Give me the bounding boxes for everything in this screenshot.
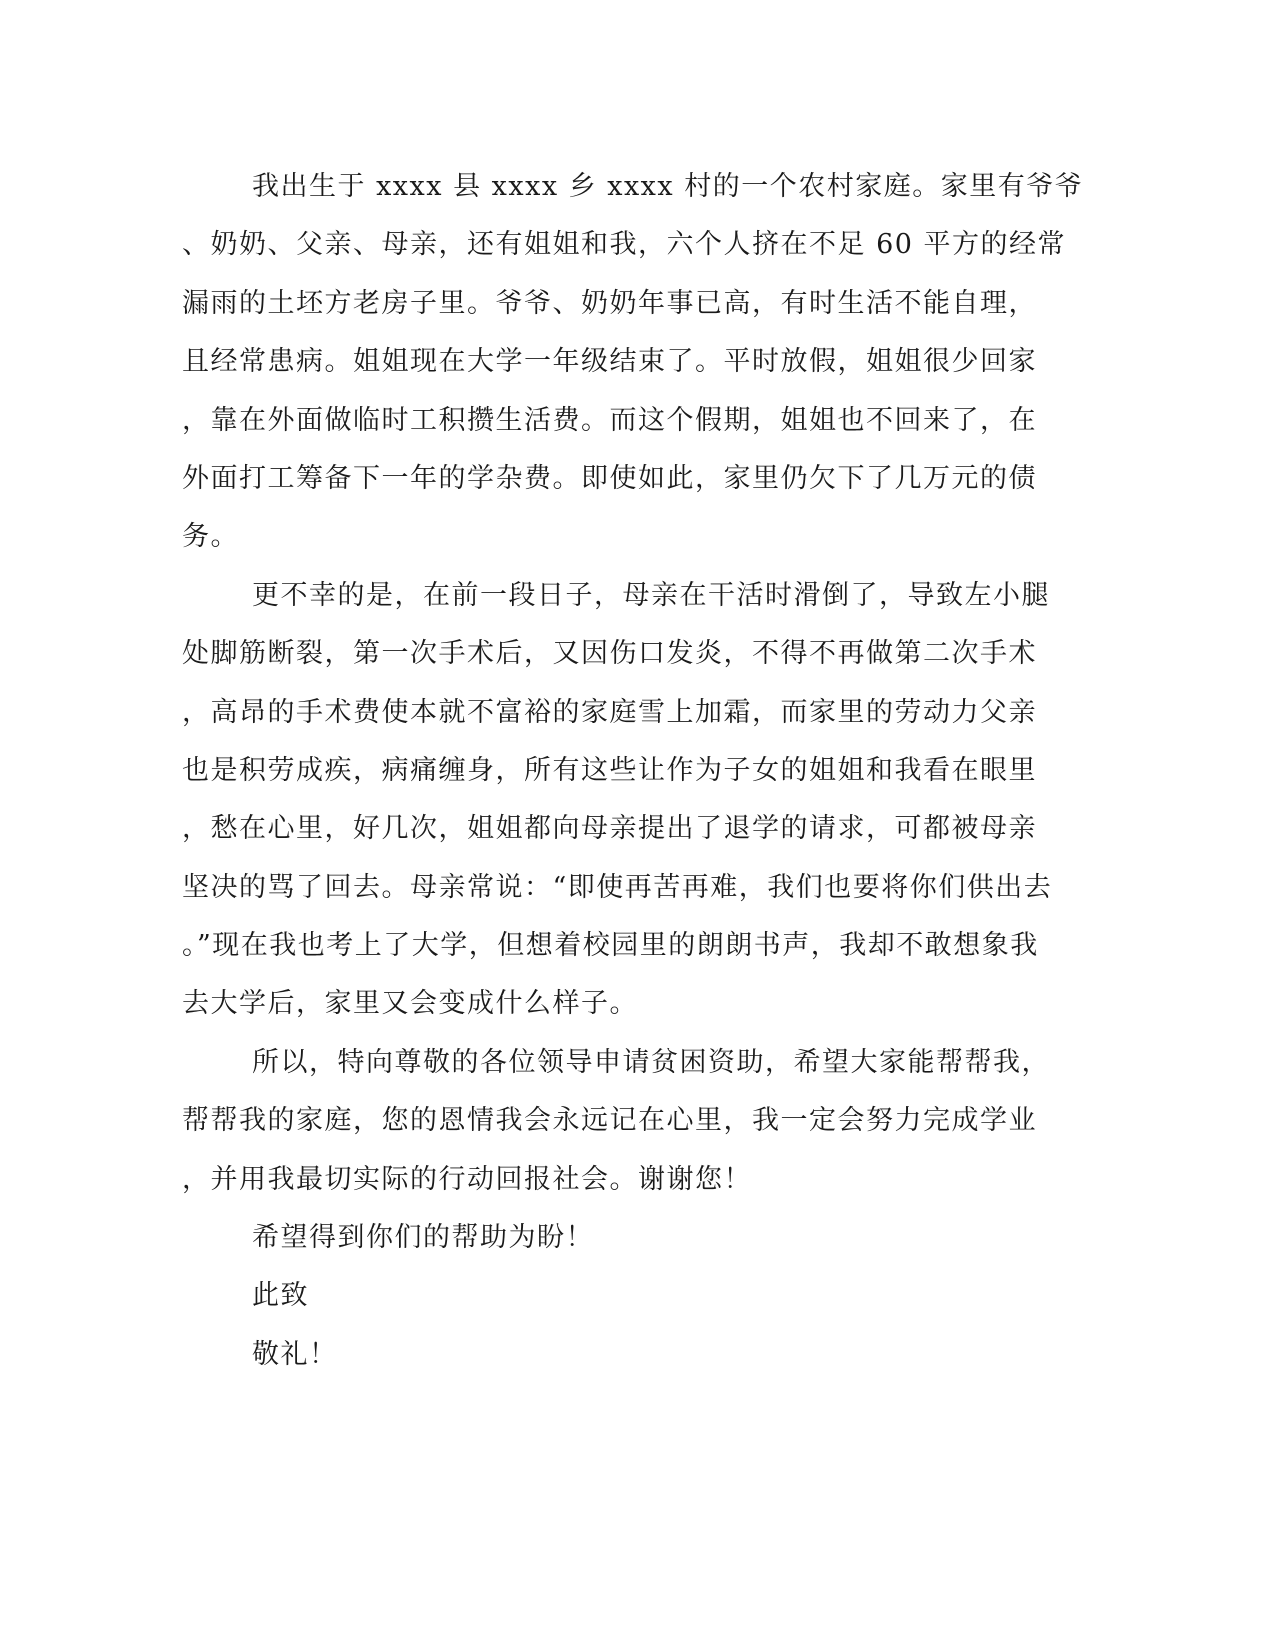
text-line: 更不幸的是，在前一段日子，母亲在干活时滑倒了，导致左小腿 (252, 579, 1050, 611)
text-line: 。”现在我也考上了大学，但想着校园里的朗朗书声，我却不敢想象我 (182, 930, 1039, 962)
text-line: 、奶奶、父亲、母亲，还有姐姐和我，六个人挤在不足 60 平方的经常 (182, 229, 1067, 261)
closing-block (182, 1209, 1027, 1384)
text-line: 且经常患病。姐姐现在大学一年级结束了。平时放假，姐姐很少回家 (182, 346, 1037, 378)
paragraph-family-background (182, 158, 1084, 567)
text-line: ，愁在心里，好几次，姐姐都向母亲提出了退学的请求，可都被母亲 (182, 813, 1037, 845)
text-line: ，高昂的手术费使本就不富裕的家庭雪上加霜，而家里的劳动力父亲 (182, 696, 1037, 728)
text-line: 我出生于 xxxx 县 xxxx 乡 xxxx 村的一个农村家庭。家里有爷爷 (252, 171, 1084, 202)
paragraph-misfortune (182, 567, 1053, 1034)
text-line: 所以，特向尊敬的各位领导申请贫困资助，希望大家能帮帮我， (252, 1046, 1050, 1078)
closing-hope: 希望得到你们的帮助为盼！ (252, 1222, 594, 1254)
text-line: ，并用我最切实际的行动回报社会。谢谢您！ (182, 1163, 752, 1195)
paragraph-request (182, 1034, 1050, 1209)
text-line: 漏雨的土坯方老房子里。爷爷、奶奶年事已高，有时生活不能自理， (182, 287, 1037, 319)
letter-body (182, 158, 1084, 1384)
text-line: 帮帮我的家庭，您的恩情我会永远记在心里，我一定会努力完成学业 (182, 1105, 1037, 1137)
closing-jing-li: 敬礼！ (252, 1338, 338, 1370)
text-line: 务。 (182, 521, 239, 553)
text-line: 也是积劳成疾，病痛缠身，所有这些让作为子女的姐姐和我看在眼里 (182, 754, 1037, 786)
closing-ci-zhi: 此致 (252, 1280, 309, 1312)
text-line: 处脚筋断裂，第一次手术后，又因伤口发炎，不得不再做第二次手术 (182, 638, 1037, 670)
text-line: 去大学后，家里又会变成什么样子。 (182, 988, 638, 1020)
text-line: 外面打工筹备下一年的学杂费。即使如此，家里仍欠下了几万元的债 (182, 462, 1037, 494)
text-line: 坚决的骂了回去。母亲常说：“即使再苦再难，我们也要将你们供出去 (182, 871, 1053, 903)
text-line: ，靠在外面做临时工积攒生活费。而这个假期，姐姐也不回来了，在 (182, 404, 1037, 436)
